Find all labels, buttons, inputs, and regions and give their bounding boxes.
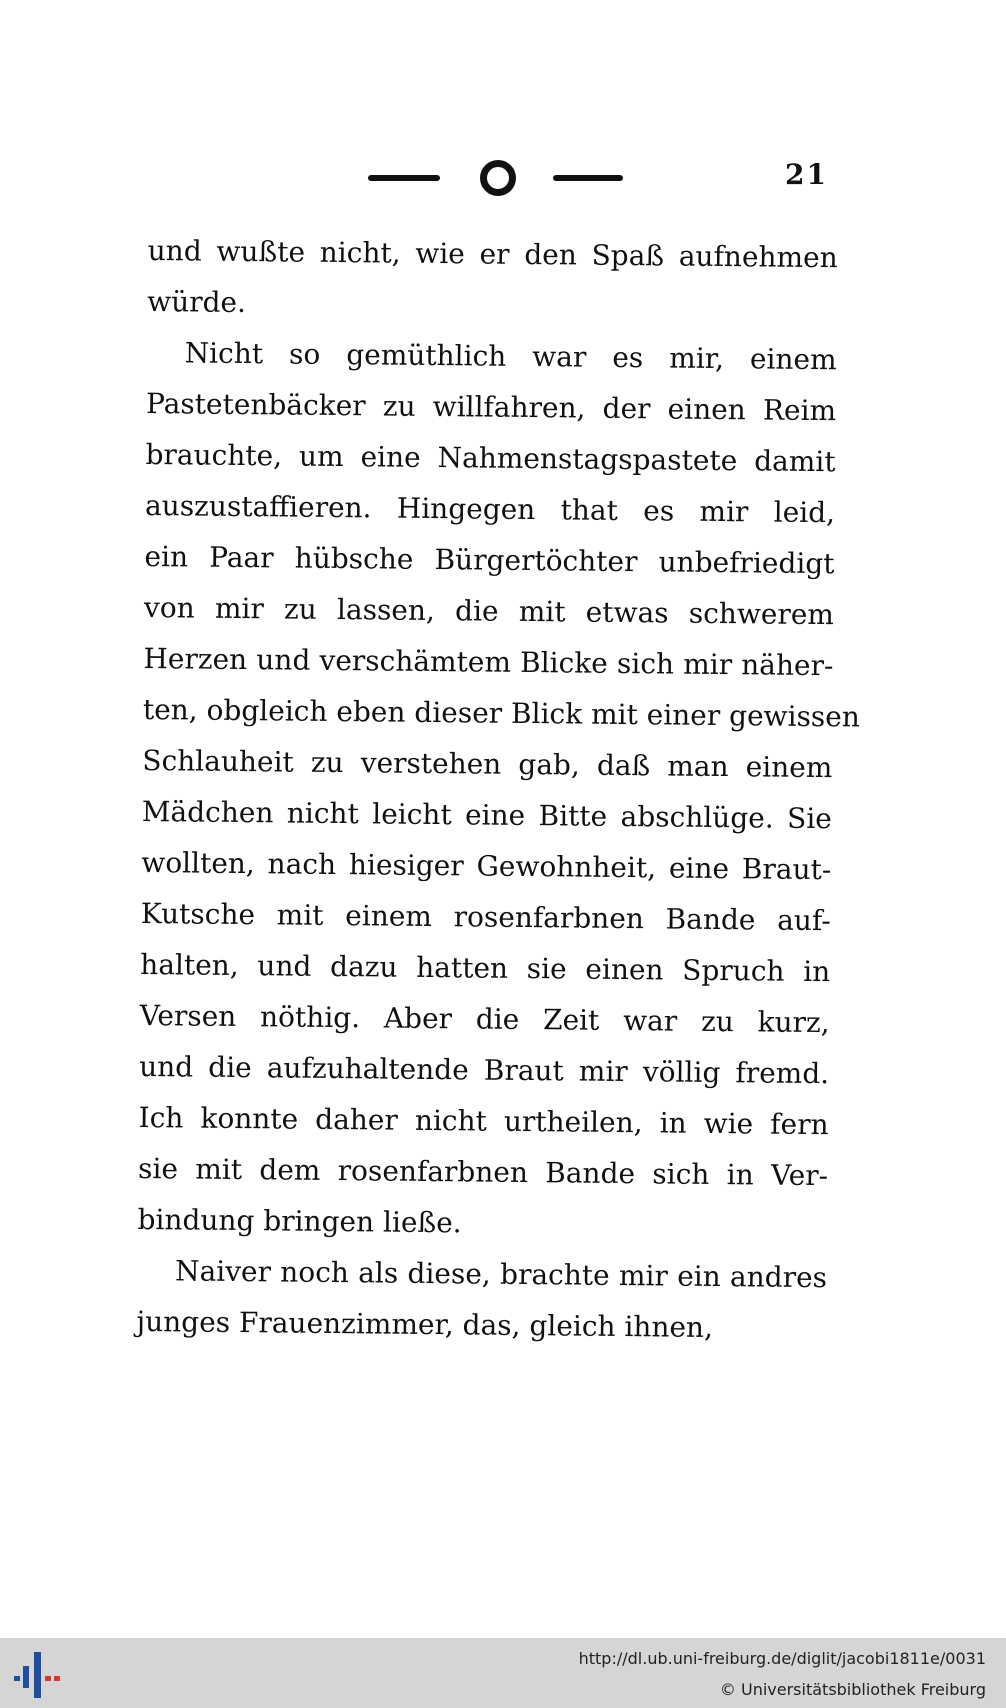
text-line: halten, und dazu hatten sie einen Spruch in <box>140 947 831 989</box>
copyright-notice: © Universitätsbibliothek Freiburg <box>719 1680 986 1699</box>
text-line: und die aufzuhaltende Braut mir völlig fremd. <box>139 1049 830 1091</box>
text-line: von mir zu lassen, die mit etwas schwerem <box>143 590 835 632</box>
ub-freiburg-logo-icon[interactable] <box>12 1652 64 1698</box>
text-line: brauchte, um eine Nahmenstagspastete damit <box>145 437 836 479</box>
text-line: Kutsche mit einem rosenfarbnen Bande auf- <box>140 896 831 938</box>
text-line: würde. <box>147 284 247 320</box>
page-header <box>360 150 840 210</box>
text-line: Ich konnte daher nicht urtheilen, in wie fern <box>138 1100 829 1142</box>
header-rule-right <box>553 175 623 181</box>
source-url[interactable]: http://dl.ub.uni-freiburg.de/diglit/jacobi1811e/0031 <box>578 1649 986 1668</box>
text-line: auszustaffieren. Hingegen that es mir leid, <box>144 488 836 530</box>
text-line: bindung bringen ließe. <box>137 1202 462 1240</box>
header-rule-left <box>368 175 440 181</box>
text-line: sie mit dem rosenfarbnen Bande sich in Ver- <box>137 1151 829 1193</box>
text-line: ten, obgleich eben dieser Blick mit einer gewissen <box>142 692 861 734</box>
text-line: Mädchen nicht leicht eine Bitte abschlüge. Sie <box>141 794 832 836</box>
text-line: Schlauheit zu verstehen gab, daß man einem <box>142 743 833 785</box>
page-number: 21 <box>785 158 828 191</box>
text-line: und wußte nicht, wie er den Spaß aufnehmen <box>147 233 838 275</box>
page-text <box>136 225 861 1354</box>
text-line: Naiver noch als diese, brachte mir ein andres <box>174 1254 828 1295</box>
text-line: Pastetenbäcker zu willfahren, der einen Reim <box>145 386 837 428</box>
footer-bar <box>0 1638 1006 1708</box>
text-line: wollten, nach hiesiger Gewohnheit, eine Braut- <box>141 845 832 887</box>
header-ornament <box>480 160 516 196</box>
text-line: Herzen und verschämtem Blicke sich mir näher- <box>143 641 834 683</box>
text-line: Versen nöthig. Aber die Zeit war zu kurz, <box>139 998 830 1040</box>
text-line: Nicht so gemüthlich war es mir, einem <box>184 336 837 377</box>
text-line: junges Frauenzimmer, das, gleich ihnen, <box>136 1304 714 1344</box>
text-line: ein Paar hübsche Bürgertöchter unbefriedigt <box>144 539 835 581</box>
